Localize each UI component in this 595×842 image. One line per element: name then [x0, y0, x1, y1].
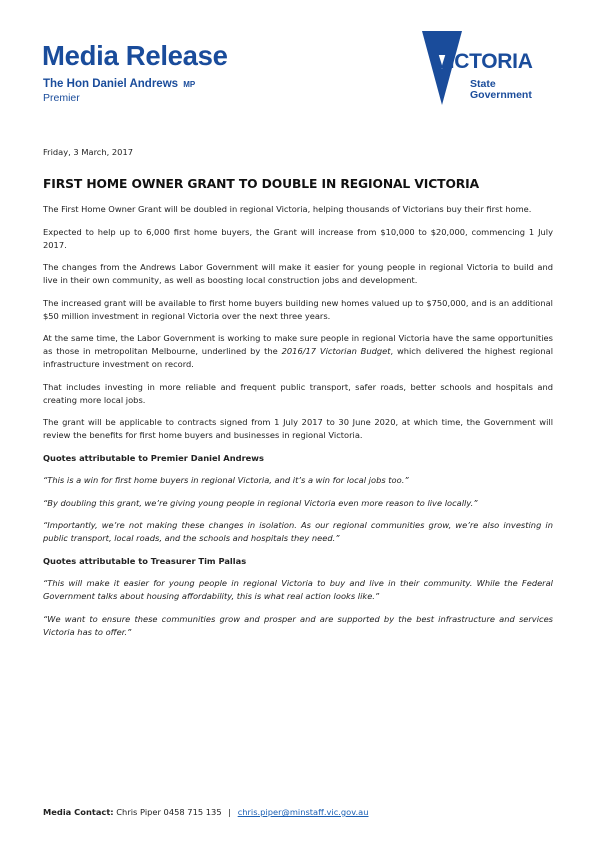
media-release-title: Media Release: [42, 40, 228, 71]
minister-role: Premier: [43, 92, 80, 104]
paragraph: The grant will be applicable to contracts signed from 1 July 2017 to 30 June 2020, at which time, the Government will review the benefits for first home buyers and businesses in regional Victoria.: [43, 417, 553, 440]
release-date: Friday, 3 March, 2017: [43, 147, 134, 157]
media-contact-footer: [43, 806, 563, 818]
quote: “Importantly, we’re not making these changes in isolation. As our regional communities grow, we’re also investing in public transport, local roads, and the schools and hospitals they need.”: [43, 520, 553, 543]
minister-name: [43, 78, 195, 91]
paragraph: The First Home Owner Grant will be doubled in regional Victoria, helping thousands of Victorians buy their first home.: [43, 204, 532, 214]
quote: “We want to ensure these communities grow and prosper and are supported by the best infrastructure and services Victoria has to offer.”: [43, 613, 553, 637]
media-contact-label: Media Contact:: [43, 807, 114, 817]
media-contact-email-link[interactable]: chris.piper@minstaff.vic.gov.au: [237, 807, 369, 817]
paragraph-budget: [43, 332, 553, 371]
paragraph: The increased grant will be available to first home buyers building new homes valued up to $750,000, and is an additional $50 million investment in regional Victoria over the next three years.: [43, 297, 553, 321]
paragraph-text: , which delivered the highest regional infrastructure investment on record.: [43, 346, 554, 369]
quote: “This is a win for first home buyers in regional Victoria, and it’s a win for local jobs too.”: [43, 475, 409, 485]
headline: FIRST HOME OWNER GRANT TO DOUBLE IN REGIONAL VICTORIA: [43, 177, 480, 191]
paragraph: The changes from the Andrews Labor Government will make it easier for young people in regional Victoria to build and live in their own community, as well as boosting local construction jobs and development.: [43, 262, 553, 285]
victoria-wordmark: VICTORIA: [435, 50, 533, 73]
paragraph-text: At the same time, the Labor Government is working to make sure people in regional Victoria have the same opportunities as those in metropolitan Melbourne, underlined by the: [43, 333, 553, 356]
government-label: Government: [470, 89, 532, 101]
budget-title: 2016/17 Victorian Budget: [281, 346, 391, 356]
minister-name-text: The Hon Daniel Andrews: [43, 78, 179, 90]
media-contact-details: Chris Piper 0458 715 135: [116, 807, 222, 817]
quotes-treasurer-heading: Quotes attributable to Treasurer Tim Pallas: [43, 555, 247, 566]
paragraph: That includes investing in more reliable and frequent public transport, safer roads, better schools and hospitals and creating more local jobs.: [43, 381, 553, 405]
release-body: [43, 146, 553, 648]
state-label: State: [470, 78, 496, 90]
separator: |: [228, 807, 232, 817]
victoria-state-government-logo: [422, 31, 554, 107]
quotes-premier-heading: Quotes attributable to Premier Daniel Andrews: [43, 452, 264, 463]
paragraph: Expected to help up to 6,000 first home buyers, the Grant will increase from $10,000 to $20,000, commencing 1 July 2017.: [43, 226, 553, 250]
quote: “By doubling this grant, we’re giving young people in regional Victoria even more reason to live locally.”: [43, 497, 478, 508]
quote: “This will make it easier for young people in regional Victoria to buy and live in their community. While the Federal Government talks about housing affordability, this is what real action looks like.”: [43, 578, 553, 601]
minister-suffix: MP: [183, 80, 196, 89]
